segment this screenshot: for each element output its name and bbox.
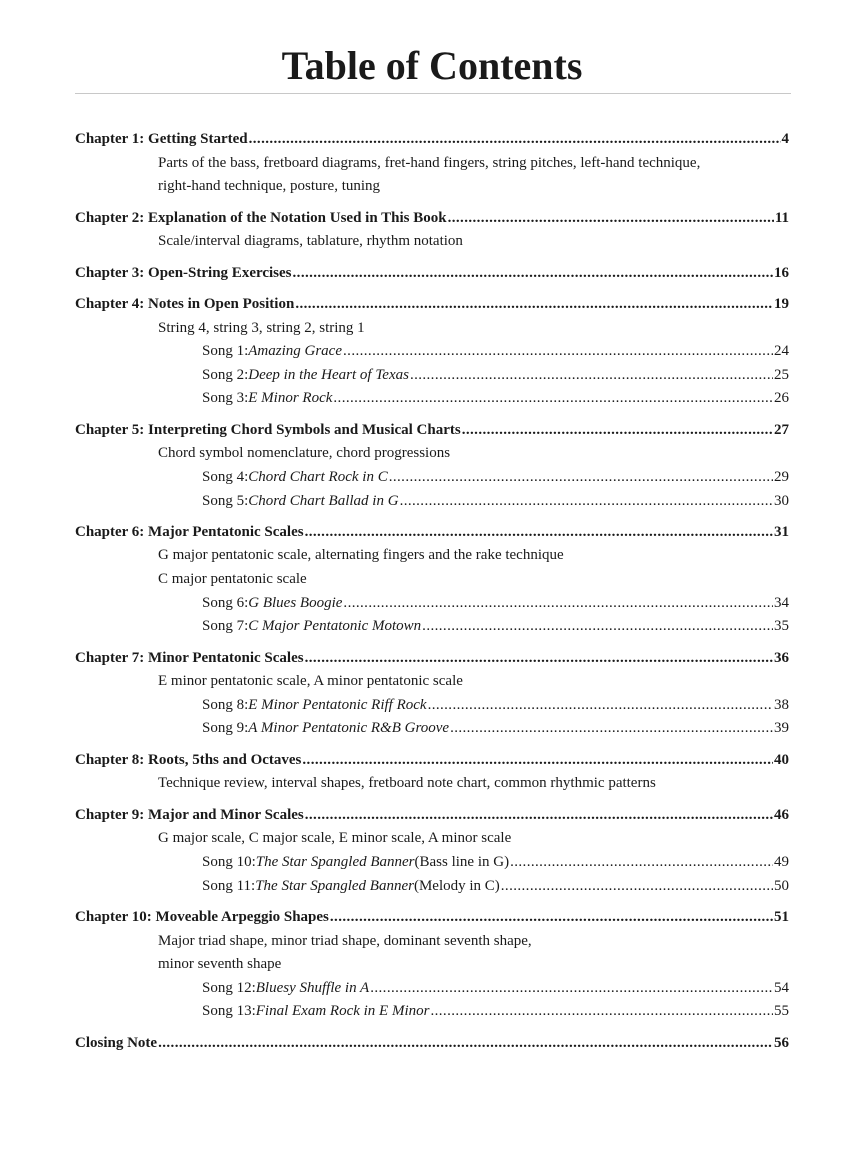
page-number: 25 [774, 366, 789, 383]
page-number: 35 [774, 618, 789, 635]
song-entry [75, 387, 789, 411]
dot-leader [428, 694, 773, 718]
song-title: G Blues Boogie [248, 594, 343, 611]
song-label: Song 13: [202, 1003, 256, 1020]
chapter-entry [75, 207, 789, 231]
chapter-description [75, 544, 789, 568]
song-entry [75, 977, 789, 1001]
page-number: 56 [774, 1034, 789, 1051]
chapter-entry [75, 1032, 789, 1056]
description-text: Chord symbol nomenclature, chord progressions [158, 445, 451, 462]
description-text: G major scale, C major scale, E minor scale, A minor scale [158, 830, 512, 847]
page-number: 50 [774, 877, 789, 894]
chapter-description [75, 152, 789, 176]
song-title: The Star Spangled Banner [255, 877, 414, 894]
dot-leader [422, 615, 773, 639]
chapter-description [75, 953, 789, 977]
song-label: Song 2: [202, 366, 249, 383]
dot-leader [370, 977, 773, 1001]
song-title: Deep in the Heart of Texas [248, 366, 409, 383]
page-number: 30 [774, 492, 789, 509]
chapter-description [75, 568, 789, 592]
dot-leader [302, 749, 773, 773]
page-number: 38 [774, 696, 789, 713]
dot-leader [293, 262, 773, 286]
page-number: 46 [774, 806, 789, 823]
table-of-contents [75, 128, 789, 1055]
dot-leader [158, 1032, 773, 1056]
chapter-entry [75, 804, 789, 828]
chapter-entry [75, 262, 789, 286]
chapter-title: Chapter 2: Explanation of the Notation Used in This Book [75, 209, 447, 226]
chapter-entry [75, 647, 789, 671]
page-number: 39 [774, 720, 789, 737]
song-entry [75, 717, 789, 741]
song-entry [75, 592, 789, 616]
page-number: 51 [774, 908, 789, 925]
dot-leader [510, 851, 773, 875]
dot-leader [305, 647, 773, 671]
chapter-title: Chapter 1: Getting Started [75, 131, 248, 147]
dot-leader [333, 387, 773, 411]
dot-leader [249, 128, 781, 152]
dot-leader [462, 419, 773, 443]
chapter-entry [75, 906, 789, 930]
song-entry [75, 340, 789, 364]
page-title: Table of Contents [281, 43, 583, 88]
description-text: right-hand technique, posture, tuning [158, 178, 381, 195]
chapter-title: Chapter 7: Minor Pentatonic Scales [75, 649, 304, 666]
song-note: (Melody in C) [413, 877, 500, 894]
page-number: 54 [774, 979, 789, 996]
chapter-title: Chapter 5: Interpreting Chord Symbols and Musical Charts [75, 421, 461, 438]
page-number: 31 [774, 523, 789, 540]
chapter-title: Closing Note [75, 1034, 158, 1051]
song-entry [75, 364, 789, 388]
title-divider [75, 93, 791, 94]
song-label: Song 5: [202, 492, 249, 509]
song-title: Bluesy Shuffle in A [255, 979, 370, 996]
dot-leader [400, 490, 773, 514]
song-label: Song 6: [202, 594, 249, 611]
page-number: 55 [774, 1003, 789, 1020]
song-title: Final Exam Rock in E Minor [255, 1003, 430, 1020]
page-number: 19 [774, 295, 789, 312]
song-entry [75, 490, 789, 514]
song-entry [75, 694, 789, 718]
dot-leader [430, 1000, 773, 1024]
description-text: C major pentatonic scale [158, 571, 307, 588]
song-title: C Major Pentatonic Motown [248, 618, 422, 635]
page-number: 11 [774, 209, 789, 226]
chapter-description [75, 772, 789, 796]
chapter-title: Chapter 8: Roots, 5ths and Octaves [75, 751, 302, 768]
chapter-title: Chapter 3: Open-String Exercises [75, 264, 292, 281]
description-text: Parts of the bass, fretboard diagrams, fret-hand fingers, string pitches, left-hand technique, [158, 154, 701, 171]
description-text: Scale/interval diagrams, tablature, rhythm notation [158, 233, 463, 250]
description-text: minor seventh shape [158, 956, 282, 973]
page-number: 40 [774, 751, 789, 768]
chapter-description [75, 317, 789, 341]
song-title: Chord Chart Ballad in G [248, 492, 399, 509]
song-entry [75, 466, 789, 490]
song-entry [75, 875, 789, 899]
song-label: Song 9: [202, 720, 249, 737]
page-number: 26 [774, 390, 789, 407]
page-number: 29 [774, 468, 789, 485]
song-label: Song 1: [202, 343, 249, 360]
chapter-description [75, 175, 789, 199]
dot-leader [410, 364, 773, 388]
page-number: 27 [774, 421, 789, 438]
description-text: String 4, string 3, string 2, string 1 [158, 319, 365, 336]
song-label: Song 3: [202, 390, 249, 407]
chapter-description [75, 442, 789, 466]
song-label: Song 12: [202, 979, 256, 996]
chapter-title: Chapter 6: Major Pentatonic Scales [75, 523, 304, 540]
song-label: Song 11: [202, 877, 256, 894]
chapter-description [75, 230, 789, 254]
chapter-entry [75, 128, 789, 152]
dot-leader [305, 521, 773, 545]
song-entry [75, 615, 789, 639]
song-title: E Minor Rock [248, 390, 333, 407]
song-note: (Bass line in G) [414, 854, 510, 870]
page-number: 49 [774, 854, 789, 870]
dot-leader [450, 717, 773, 741]
dot-leader [389, 466, 773, 490]
page-number: 16 [774, 264, 789, 281]
dot-leader [501, 875, 773, 899]
page-number: 4 [781, 131, 789, 147]
chapter-description [75, 930, 789, 954]
chapter-title: Chapter 9: Major and Minor Scales [75, 806, 304, 823]
chapter-description [75, 827, 789, 851]
description-text: G major pentatonic scale, alternating fingers and the rake technique [158, 547, 564, 564]
chapter-description [75, 670, 789, 694]
description-text: Major triad shape, minor triad shape, dominant seventh shape, [158, 932, 532, 949]
chapter-entry [75, 749, 789, 773]
song-entry [75, 851, 789, 875]
description-text: Technique review, interval shapes, fretboard note chart, common rhythmic patterns [158, 775, 656, 792]
dot-leader [448, 207, 774, 231]
song-label: Song 7: [202, 618, 249, 635]
song-title: E Minor Pentatonic Riff Rock [248, 696, 427, 713]
dot-leader [305, 804, 773, 828]
page-number: 24 [774, 343, 789, 360]
song-title: Chord Chart Rock in C [248, 468, 388, 485]
description-text: E minor pentatonic scale, A minor pentatonic scale [158, 673, 463, 690]
page-number: 34 [774, 594, 789, 611]
dot-leader [295, 293, 773, 317]
chapter-entry [75, 293, 789, 317]
song-title: A Minor Pentatonic R&B Groove [248, 720, 450, 737]
song-label: Song 4: [202, 468, 249, 485]
dot-leader [343, 592, 773, 616]
song-title: The Star Spangled Banner [255, 854, 415, 870]
song-entry [75, 1000, 789, 1024]
song-label: Song 10: [202, 854, 256, 870]
chapter-title: Chapter 10: Moveable Arpeggio Shapes [75, 908, 329, 925]
chapter-entry [75, 419, 789, 443]
chapter-title: Chapter 4: Notes in Open Position [75, 295, 295, 312]
chapter-entry [75, 521, 789, 545]
dot-leader [343, 340, 773, 364]
song-label: Song 8: [202, 696, 249, 713]
dot-leader [330, 906, 773, 930]
page-number: 36 [774, 649, 789, 666]
song-title: Amazing Grace [248, 343, 343, 360]
